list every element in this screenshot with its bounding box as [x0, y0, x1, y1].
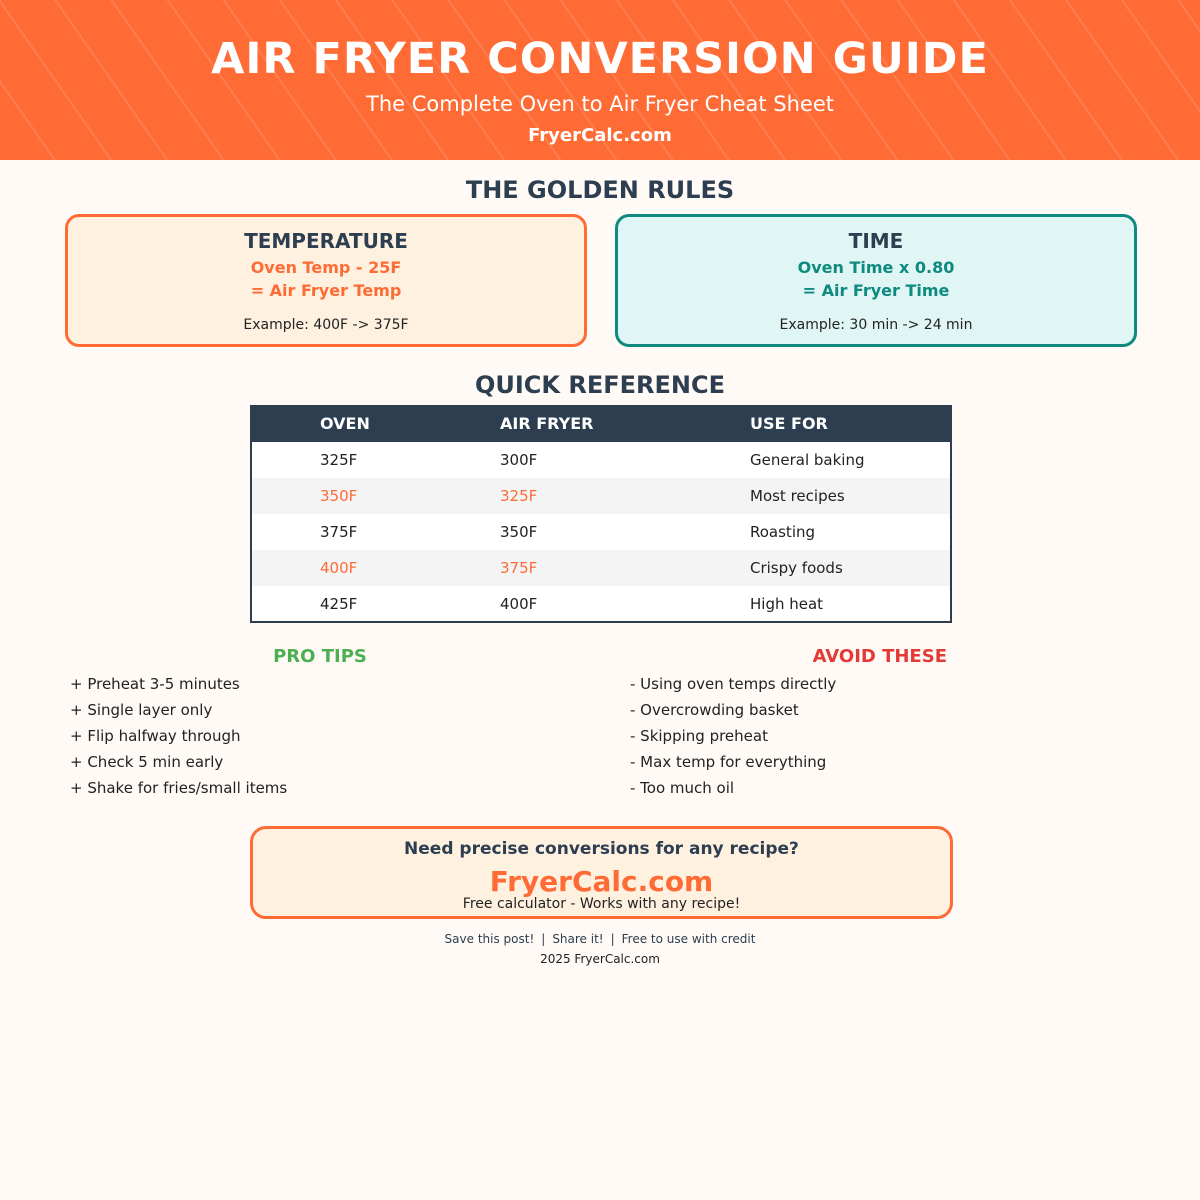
use-for-cell: High heat	[750, 595, 824, 613]
column-header-use-for: USE FOR	[750, 414, 828, 433]
oven-temp-cell: 400F	[320, 559, 358, 577]
air-fryer-temp-cell: 350F	[500, 523, 538, 541]
footer-links	[0, 930, 1200, 948]
air-fryer-temp-cell: 400F	[500, 595, 538, 613]
temperature-rule-heading: TEMPERATURE	[244, 229, 408, 253]
table-row	[252, 442, 950, 478]
table-row	[252, 550, 950, 586]
use-for-cell: Roasting	[750, 523, 816, 541]
time-formula-line1: Oven Time x 0.80	[797, 258, 955, 277]
temperature-formula-line2: = Air Fryer Temp	[250, 281, 402, 300]
temperature-formula-line1: Oven Temp - 25F	[250, 258, 402, 277]
calculator-cta-box[interactable]	[250, 826, 953, 919]
quick-reference-title: QUICK REFERENCE	[474, 371, 726, 399]
time-formula-line2: = Air Fryer Time	[802, 281, 950, 300]
oven-temp-cell: 350F	[320, 487, 358, 505]
page-title: AIR FRYER CONVERSION GUIDE	[211, 34, 989, 84]
cta-subtext: Free calculator - Works with any recipe!	[462, 896, 741, 912]
cta-question: Need precise conversions for any recipe?	[404, 839, 799, 859]
use-for-cell: Most recipes	[750, 487, 845, 505]
copyright: 2025 FryerCalc.com	[540, 952, 660, 966]
table-row	[252, 586, 950, 622]
list-item: + Shake for fries/small items	[70, 779, 288, 797]
temperature-example: Example: 400F -> 375F	[243, 317, 409, 333]
pro-tips-title: PRO TIPS	[273, 646, 367, 667]
column-header-oven: OVEN	[320, 414, 370, 433]
oven-temp-cell: 425F	[320, 595, 358, 613]
air-fryer-temp-cell: 375F	[500, 559, 538, 577]
list-item: + Check 5 min early	[70, 753, 224, 771]
table-row	[252, 478, 950, 514]
header-banner	[0, 0, 1200, 160]
pro-tips-list	[70, 672, 287, 802]
footer-separator: |	[610, 932, 615, 946]
golden-rules-title: THE GOLDEN RULES	[465, 176, 735, 204]
list-item: - Skipping preheat	[630, 727, 768, 745]
time-rule-heading: TIME	[848, 229, 904, 253]
table-row	[252, 514, 950, 550]
list-item: - Using oven temps directly	[630, 675, 837, 693]
avoid-these-title: AVOID THESE	[812, 646, 947, 667]
use-for-cell: Crispy foods	[750, 559, 843, 577]
time-example: Example: 30 min -> 24 min	[779, 317, 973, 333]
share-text: Share it!	[552, 932, 604, 946]
table-header-row	[252, 407, 950, 442]
air-fryer-temp-cell: 300F	[500, 451, 538, 469]
save-post-text: Save this post!	[444, 932, 535, 946]
header-site-name: FryerCalc.com	[528, 125, 672, 146]
list-item: + Single layer only	[70, 701, 213, 719]
footer-separator: |	[541, 932, 546, 946]
list-item: - Max temp for everything	[630, 753, 827, 771]
list-item: + Preheat 3-5 minutes	[70, 675, 240, 693]
page-subtitle: The Complete Oven to Air Fryer Cheat Sheet	[366, 92, 834, 116]
list-item: + Flip halfway through	[70, 727, 241, 745]
use-for-cell: General baking	[750, 451, 865, 469]
quick-reference-table	[250, 405, 952, 623]
time-rule-card	[615, 214, 1137, 347]
list-item: - Too much oil	[630, 779, 735, 797]
air-fryer-temp-cell: 325F	[500, 487, 538, 505]
avoid-list	[630, 672, 836, 802]
temperature-rule-card	[65, 214, 587, 347]
cta-site-link[interactable]: FryerCalc.com	[489, 865, 714, 898]
oven-temp-cell: 375F	[320, 523, 358, 541]
list-item: - Overcrowding basket	[630, 701, 799, 719]
oven-temp-cell: 325F	[320, 451, 358, 469]
credit-text: Free to use with credit	[621, 932, 756, 946]
column-header-air-fryer: AIR FRYER	[500, 414, 594, 433]
